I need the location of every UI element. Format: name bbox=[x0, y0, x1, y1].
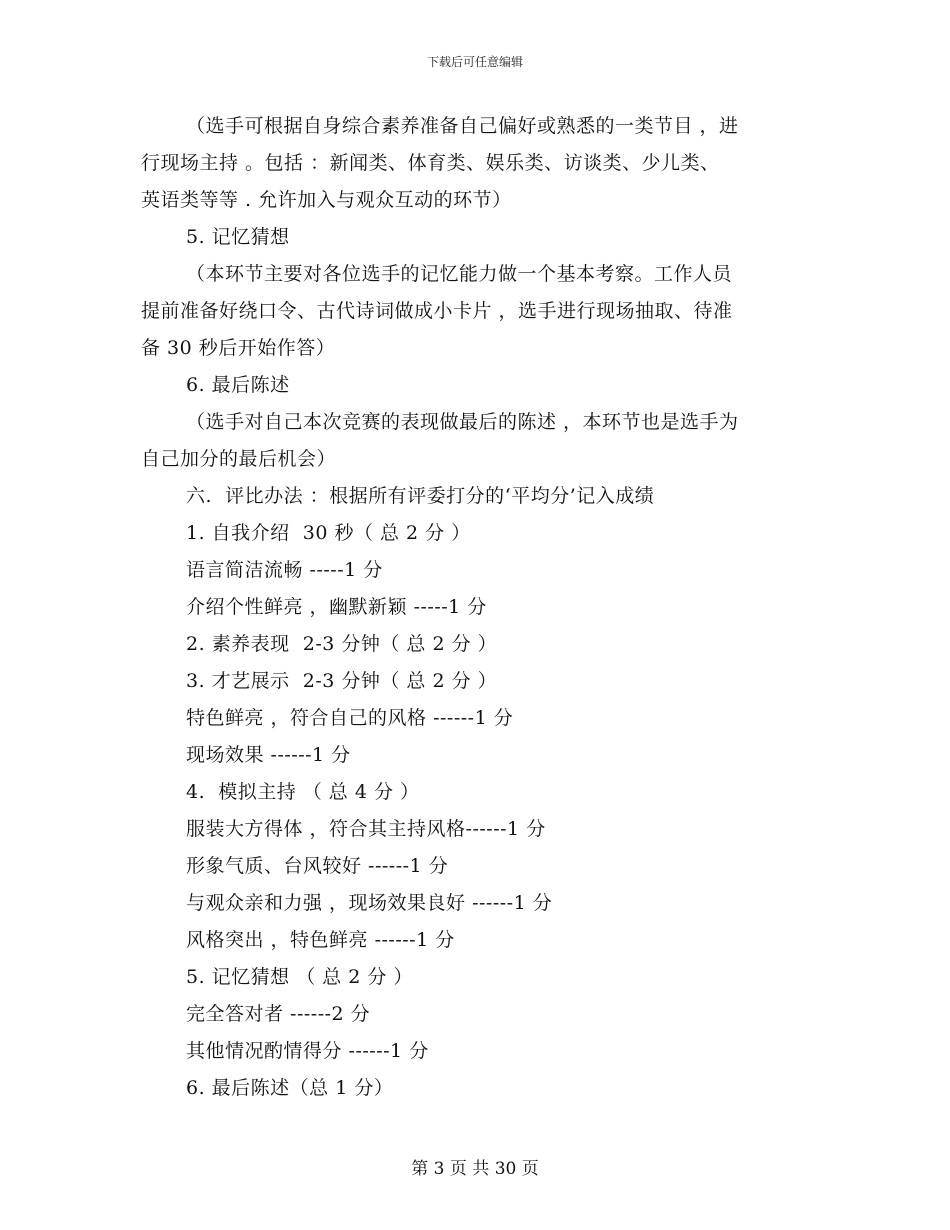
paragraph-line: （选手对自己本次竞赛的表现做最后的陈述 ，本环节也是选手为 bbox=[186, 411, 739, 433]
scoring-criterion: 完全答对者 ------2 分 bbox=[186, 1003, 371, 1025]
section-heading: 5. 记忆猜想 bbox=[186, 226, 290, 248]
paragraph-line: 自己加分的最后机会） bbox=[141, 448, 337, 470]
scoring-criterion: 语言简洁流畅 -----1 分 bbox=[186, 559, 383, 581]
scoring-criterion: 其他情况酌情得分 ------1 分 bbox=[186, 1040, 429, 1062]
section-heading: 6. 最后陈述 bbox=[186, 374, 290, 396]
paragraph-line: （本环节主要对各位选手的记忆能力做一个基本考察。工作人员 bbox=[186, 263, 733, 285]
paragraph-line: 英语类等等 . 允许加入与观众互动的环节） bbox=[141, 189, 512, 211]
scoring-criterion: 形象气质、台风较好 ------1 分 bbox=[186, 855, 449, 877]
scoring-item: 1. 自我介绍 30 秒（ 总 2 分 ） bbox=[186, 522, 471, 544]
scoring-item: 2. 素养表现 2-3 分钟（ 总 2 分 ） bbox=[186, 633, 498, 655]
page-footer: 第 3 页 共 30 页 bbox=[411, 1159, 539, 1179]
scoring-item: 4. 模拟主持 （ 总 4 分 ） bbox=[186, 781, 420, 803]
scoring-item: 6. 最后陈述（总 1 分） bbox=[186, 1077, 394, 1099]
paragraph-line: （选手可根据自身综合素养准备自己偏好或熟悉的一类节目 ，进 bbox=[186, 115, 739, 137]
paragraph-line: 备 30 秒后开始作答） bbox=[141, 337, 336, 359]
paragraph-line: 提前准备好绕口令、古代诗词做成小卡片 ，选手进行现场抽取、待准 bbox=[141, 300, 733, 322]
scoring-criterion: 特色鲜亮 ，符合自己的风格 ------1 分 bbox=[186, 707, 514, 729]
page-header: 下载后可任意编辑 bbox=[426, 55, 523, 69]
scoring-criterion: 风格突出 ，特色鲜亮 ------1 分 bbox=[186, 929, 455, 951]
scoring-item: 5. 记忆猜想 （ 总 2 分 ） bbox=[186, 966, 413, 988]
scoring-criterion: 现场效果 ------1 分 bbox=[186, 744, 351, 766]
scoring-item: 3. 才艺展示 2-3 分钟（ 总 2 分 ） bbox=[186, 670, 498, 692]
scoring-criterion: 介绍个性鲜亮 ，幽默新颖 -----1 分 bbox=[186, 596, 487, 618]
scoring-criterion: 服装大方得体 ，符合其主持风格------1 分 bbox=[186, 818, 546, 840]
paragraph-line: 行现场主持 。包括 ：新闻类、体育类、娱乐类、访谈类、少儿类、 bbox=[141, 152, 720, 174]
scoring-criterion: 与观众亲和力强 ，现场效果良好 ------1 分 bbox=[186, 892, 553, 914]
section-heading: 六. 评比办法 ：根据所有评委打分的‘平均分’记入成绩 bbox=[186, 485, 655, 507]
